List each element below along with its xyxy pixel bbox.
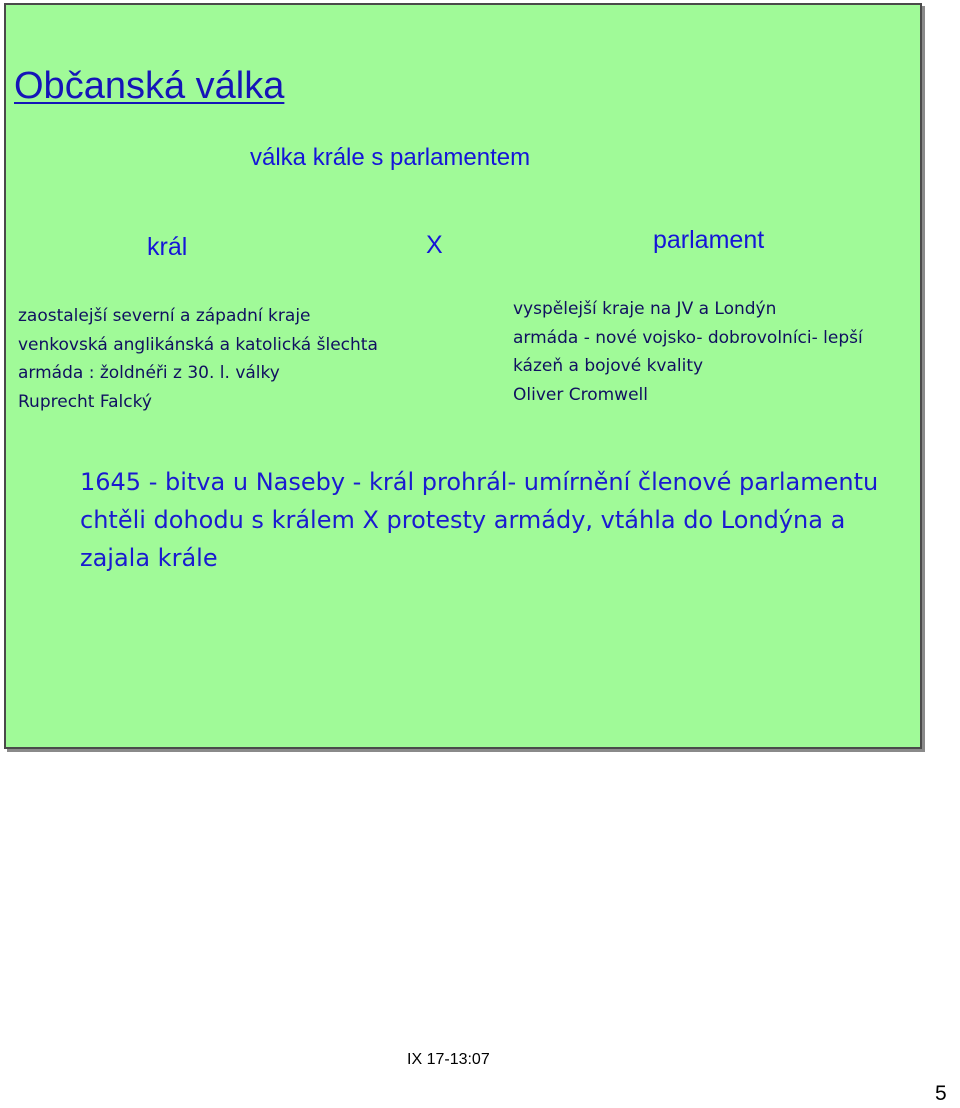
parliament-side-item: vyspělejší kraje na JV a Londýn (513, 299, 777, 319)
slide-title: Občanská válka (14, 65, 285, 107)
parliament-side-item: kázeň a bojové kvality (513, 356, 704, 377)
slide-subtitle: válka krále s parlamentem (250, 144, 531, 171)
king-side-list (18, 302, 378, 416)
battle-summary: 1645 - bitva u Naseby - král prohrál- umírnění členové parlamentu chtěli dohodu s králem X protesty armády, vtáhla do Londýna a zajala krále (80, 468, 879, 572)
king-heading: král (147, 233, 188, 261)
king-side-item: Ruprecht Falcký (18, 391, 152, 412)
slide-panel (4, 3, 922, 749)
king-side-item: venkovská anglikánská a katolická šlechta (18, 334, 378, 355)
versus-mark: X (426, 231, 443, 259)
parliament-side-item: Oliver Cromwell (513, 384, 648, 405)
king-side-item: armáda : žoldnéři z 30. l. války (18, 363, 280, 384)
parliament-heading: parlament (653, 226, 765, 254)
footer-timestamp: IX 17-13:07 (407, 1051, 490, 1068)
parliament-side-item: armáda - nové vojsko- dobrovolníci- lepší (513, 327, 863, 348)
page-number: 5 (935, 1082, 947, 1105)
parliament-side-list (513, 295, 863, 409)
king-side-item: zaostalejší severní a západní kraje (18, 306, 311, 326)
